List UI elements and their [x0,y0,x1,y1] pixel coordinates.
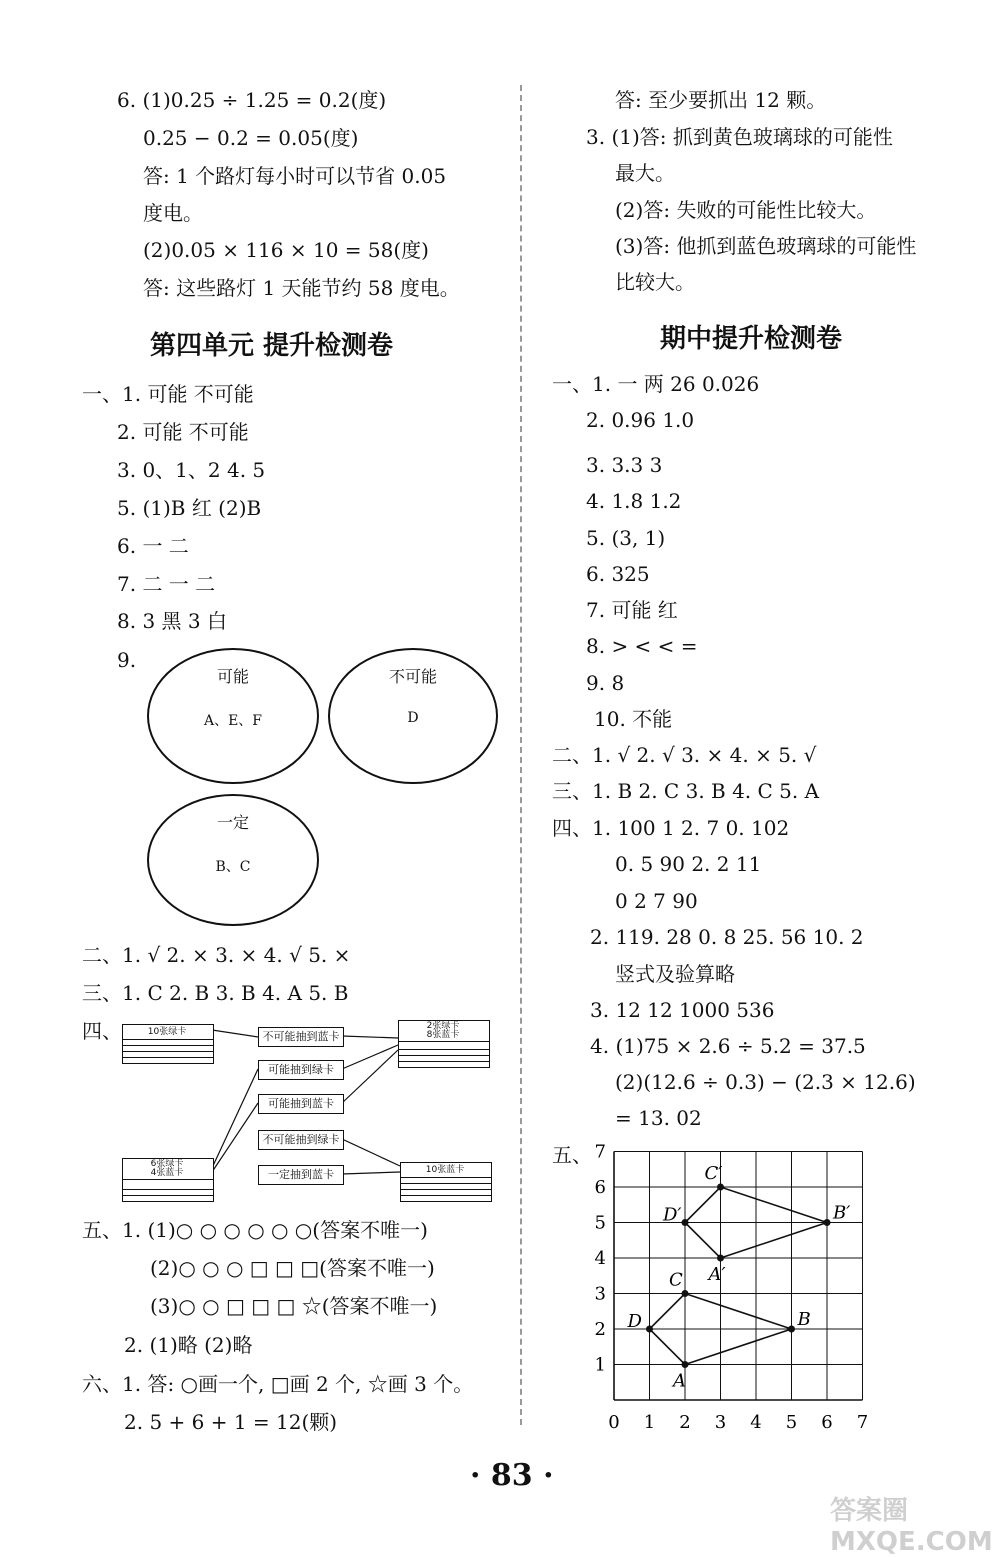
y-tick-label: 4 [594,1248,606,1269]
mid-s1-1: 一、1. 一 两 26 0.026 [552,372,760,396]
y-tick-label: 7 [594,1141,606,1163]
x-tick-label: 6 [821,1412,833,1433]
moved-vertex [717,1255,724,1262]
mid-s4-4: 2. 119. 28 0. 8 25. 56 10. 2 [590,925,864,949]
x-tick-label: 1 [643,1412,656,1433]
mid-s1-10: 10. 不能 [594,707,673,731]
s4-label: 四、 [82,1019,122,1043]
moved-vertex [824,1219,831,1226]
box-impossible-green: 不可能抽到绿卡 [258,1130,344,1150]
mid-s3: 三、1. B 2. C 3. B 4. C 5. A [552,779,820,803]
right-line-1: 答: 至少要抓出 12 颗。 [615,88,827,112]
s2-answers: 二、1. √ 2. × 3. × 4. √ 5. × [82,943,351,967]
s1-item-3: 3. 0、1、2 4. 5 [117,458,266,482]
right-line-3: 最大。 [615,161,675,185]
mid-s4-8: (2)(12.6 ÷ 0.3) − (2.3 × 12.6) [615,1070,916,1094]
mid-s4-5: 竖式及验算略 [615,962,735,986]
mid-s4-3: 0 2 7 90 [615,889,698,913]
y-tick-label: 3 [594,1283,606,1305]
mid-s1-3: 3. 3.3 3 [586,453,663,477]
mid-s1-9: 9. 8 [586,671,625,695]
s5-line-3: (3)○ ○ □ □ □ ☆(答案不唯一) [150,1294,438,1318]
s3-answers: 三、1. C 2. B 3. B 4. A 5. B [82,981,349,1005]
s1-item-5: 5. (1)B 红 (2)B [117,496,262,520]
mid-s2: 二、1. √ 2. √ 3. × 4. × 5. √ [552,743,817,767]
mid-s4-9: = 13. 02 [615,1106,702,1130]
x-tick-label: 0 [608,1412,620,1433]
s1-item-6: 6. 一 二 [117,534,189,558]
original-vertex-label: B [797,1309,811,1330]
original-vertex [646,1326,653,1333]
box-certain-blue: 一定抽到蓝卡 [258,1165,344,1185]
s1-item-7: 7. 二 一 二 [117,572,216,596]
x-tick-label: 2 [679,1412,691,1433]
unit4-heading: 第四单元 提升检测卷 [150,331,394,361]
mid-s1-6: 6. 325 [586,562,650,586]
mid-s1-8: 8. > < < = [586,634,698,658]
venn-possible-title: 可能 [216,667,249,686]
right-line-2: 3. (1)答: 抓到黄色玻璃球的可能性 [586,125,893,149]
moved-vertex-label: B′ [833,1202,851,1224]
y-tick-label: 6 [594,1177,606,1198]
s5-line-1: 五、1. (1)○ ○ ○ ○ ○ ○(答案不唯一) [82,1218,428,1242]
x-tick-label: 3 [714,1412,727,1433]
q6-line-2: 0.25 − 0.2 = 0.05(度) [143,126,359,150]
mid-s5-label: 五、 [552,1143,592,1167]
s1-item-2: 2. 可能 不可能 [117,420,249,444]
mid-s4-2: 0. 5 90 2. 2 11 [615,852,762,876]
y-tick-label: 5 [594,1212,606,1234]
original-vertex-label: A [673,1370,686,1392]
moved-vertex [717,1184,724,1191]
s6-line-2: 2. 5 + 6 + 1 = 12(颗) [124,1410,338,1434]
mid-s1-5: 5. (3, 1) [586,526,666,550]
mid-s4-6: 3. 12 12 1000 536 [590,998,775,1022]
mid-s1-2: 2. 0.96 1.0 [586,408,695,432]
right-line-6: 比较大。 [615,270,695,294]
original-vertex [788,1326,795,1333]
mid-s4-7: 4. (1)75 × 2.6 ÷ 5.2 = 37.5 [590,1034,866,1058]
q6-line-1: 6. (1)0.25 ÷ 1.25 = 0.2(度) [117,88,387,112]
y-tick-label: 1 [594,1354,606,1376]
q6-line-4: 度电。 [143,201,203,225]
venn-impossible-title: 不可能 [388,667,437,686]
venn-possible-body: A、E、F [203,713,263,729]
venn-certain-body: B、C [215,859,251,875]
x-tick-label: 5 [785,1412,798,1433]
q6-line-6: 答: 这些路灯 1 天能节约 58 度电。 [143,276,460,300]
s5-line-4: 2. (1)略 (2)略 [124,1333,253,1357]
s5-line-2: (2)○ ○ ○ □ □ □(答案不唯一) [150,1256,435,1280]
watermark: 答案圈 MXQE.COM [830,1496,993,1557]
card-tr-label-2: 8张蓝卡 [426,1030,460,1040]
box-impossible-blue: 不可能抽到蓝卡 [258,1027,344,1047]
s1-item-1: 一、1. 可能 不可能 [82,382,254,406]
right-line-4: (2)答: 失败的可能性比较大。 [615,198,877,222]
card-tl-label: 10张绿卡 [147,1027,187,1037]
x-tick-label: 4 [750,1412,762,1433]
card-bl-label-2: 4张蓝卡 [150,1168,184,1178]
y-tick-label: 2 [594,1319,606,1340]
original-vertex [682,1361,689,1368]
q6-line-3: 答: 1 个路灯每小时可以节省 0.05 [143,164,447,188]
moved-vertex-label: D′ [663,1204,682,1226]
mid-s1-7: 7. 可能 红 [586,598,678,622]
right-line-5: (3)答: 他抓到蓝色玻璃球的可能性 [615,234,917,258]
q6-line-5: (2)0.05 × 116 × 10 = 58(度) [143,238,429,262]
s1-item-9: 9. [117,648,137,672]
original-vertex [682,1290,689,1297]
s6-line-1: 六、1. 答: ○画一个, □画 2 个, ☆画 3 个。 [82,1372,474,1396]
mid-s1-4: 4. 1.8 1.2 [586,489,682,513]
box-possible-green: 可能抽到绿卡 [258,1060,344,1080]
card-bl-label-1: 6张绿卡 [150,1159,184,1169]
page-number: · 83 · [470,1458,554,1493]
card-tr-label-1: 2张绿卡 [426,1021,460,1031]
x-tick-label: 7 [856,1412,869,1433]
original-vertex-label: D [627,1311,642,1332]
card-br-label: 10张蓝卡 [425,1165,465,1175]
s1-item-8: 8. 3 黑 3 白 [117,609,227,633]
moved-vertex [682,1219,689,1226]
original-vertex-label: C [669,1269,683,1291]
midterm-heading: 期中提升检测卷 [660,324,843,354]
moved-vertex-label: C′ [704,1163,723,1184]
box-possible-blue: 可能抽到蓝卡 [258,1094,344,1114]
moved-vertex-label: A′ [708,1264,726,1285]
venn-certain-title: 一定 [216,813,249,832]
venn-impossible-body: D [407,710,419,726]
mid-s4-1: 四、1. 100 1 2. 7 0. 102 [552,816,790,840]
